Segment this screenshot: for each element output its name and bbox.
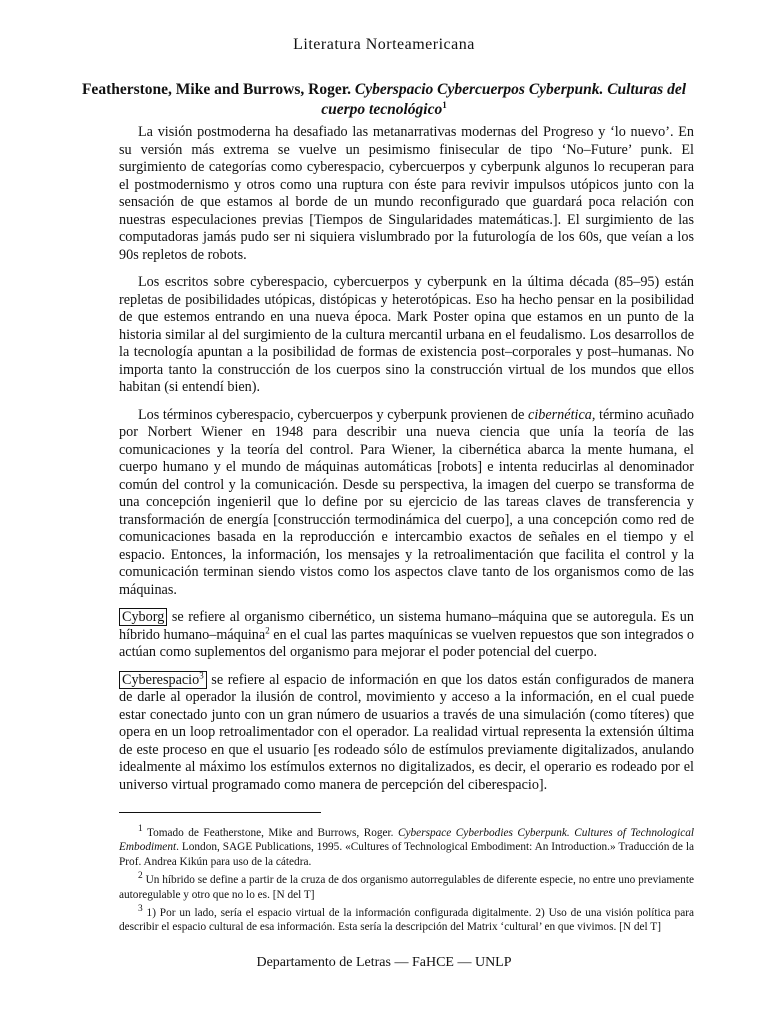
- footnote-ref-3[interactable]: 3: [199, 669, 204, 680]
- footnote-3-text: 1) Por un lado, sería el espacio virtual de la información configurada digitalmente. 2) Uso de una visión política para describir el espacio cultural de esa información. Esta sería la descripción del Matrix ‘cultural’ en que vivimos. [N del T]: [119, 906, 694, 934]
- paragraph-4-text-b: en el cual las partes maquínicas se vuelven repuestos que son integrados o actúan como suplementos del organismo para mejorar el poder potencial del cuerpo.: [119, 626, 695, 660]
- paragraph-1: La visión postmoderna ha desafiado las metanarrativas modernas del Progreso y ‘lo nuevo’. En su versión más extrema se vuelve un pesimismo finisecular de tipo ‘No–Future’ punk. El surgimiento de categorías como cyberespacio, cybercuerpos y cyberpunk algunos lo recuperan para el postmodernismo y otros como una ruptura con éste para revivir impulsos utópicos junto con la sensación de que estamos al borde de un mundo reconfigurado que guardará poca relación con nuestras especulaciones previas [Tiempos de Singularidades matemáticas.]. El surgimiento de las computadoras jamás pudo ser ni siquiera vislumbrado por la futurología de los 60s, que veían a los 90s repletos de robots.: [119, 124, 694, 263]
- footnote-3: [119, 902, 694, 935]
- paragraph-5-text: se refiere al espacio de información en que los datos están configurados de manera de darle al operador la ilusión de control, movimiento y acceso a la información, en el cual puede estar conectado junto con un gran número de usuarios a través de una simulación (como títeres) que opera en un loop retroalimentador con el operador. La realidad virtual representa la extensión última de este proceso en que el usuario [es rodeado sólo de estímulos previamente digitalizados, anulando idealmente al máximo los estímulos externos no digitalizados, es decir, el operario es rodeado por el universo virtual programado como manera de percepción del ciberespacio].: [119, 671, 694, 793]
- paragraph-3: [119, 407, 694, 600]
- footnote-3-number: 3: [138, 904, 143, 915]
- term-cyborg-box: Cyborg: [119, 608, 167, 626]
- footnote-ref-2[interactable]: 2: [265, 624, 270, 635]
- footnote-2-number: 2: [138, 871, 143, 882]
- footnote-1-text-b: . London, SAGE Publications, 1995. «Cultures of Technological Embodiment: An Introduction.» Traducción de la Prof. Andrea Kikún para uso de la cátedra.: [119, 841, 694, 868]
- footnote-2-text: Un híbrido se define a partir de la cruza de dos organismo autorregulables de diferente especie, no entre uno previamente autoregulable y otro que no lo es. [N del T]: [119, 874, 694, 901]
- footnote-separator: [119, 812, 321, 813]
- term-cyberespacio-box: [119, 671, 207, 689]
- footnotes: [119, 822, 694, 935]
- title-authors: Featherstone, Mike and Burrows, Roger.: [81, 81, 352, 98]
- article-title: [70, 80, 698, 120]
- term-cibernetica: cibernética: [528, 406, 592, 423]
- paragraph-3-text-b: , término acuñado por Norbert Wiener en 1948 para describir una nueva ciencia que unía la teoría de las comunicaciones y la teoría del control. Para Wiener, la cibernética abarca la mente humana, el cuerpo humano y el mundo de máquinas automáticas [robots] e intenta reducirlas al denominador común del control y la comunicación. Desde su perspectiva, la imagen del cuerpo se transforma de una concepción ingenieril que lo define por su ejercicio de las tareas claves de transferencia y transformación de energía [construcción termodinámica del cuerpo], a una concepción como red de comunicaciones basada en la reproducción e intercambio exactos de señales en el tiempo y el espacio. Entonces, la información, los mensajes y la retroalimentación que facilita el control y la comunicación terminan siendo vistos como los aspectos clave tanto de los organismos como de las máquinas.: [119, 406, 694, 598]
- paragraph-2: Los escritos sobre cyberespacio, cybercuerpos y cyberpunk en la última década (85–95) están repletas de posibilidades utópicas, distópicas y heterotópicas. Eso ha hecho pensar en la posibilidad de que estemos entrando en una nueva época. Mark Poster opina que estamos en un punto de la historia similar al del surgimiento de la cultura mercantil urbana en el feudalismo. Los desarrollos de la tecnología apuntan a la posibilidad de formas de existencia post–corporales y post–humanas. No importa tanto la construcción de los cuerpos sino la construcción virtual de los mundos que ellos habitan (si entendí bien).: [119, 274, 694, 395]
- footnote-2: [119, 869, 694, 902]
- term-cyberespacio: Cyberespacio: [122, 671, 200, 688]
- title-footnote-ref[interactable]: 1: [442, 99, 447, 110]
- title-book: Cyberspacio Cybercuerpos Cyberpunk. Culturas del cuerpo tecnológico: [321, 81, 687, 118]
- page-footer: Departamento de Letras — FaHCE — UNLP: [256, 955, 512, 970]
- paragraph-4-text-a: se refiere al organismo cibernético, un sistema humano–máquina que se autoregula. Es un híbrido humano–máquina: [119, 609, 694, 643]
- footnote-1-number: 1: [138, 824, 143, 834]
- footnote-1-text-a: Tomado de Featherstone, Mike and Burrows, Roger.: [142, 826, 398, 839]
- paragraph-3-text-a: Los términos cyberespacio, cybercuerpos y cyberpunk provienen de: [138, 406, 529, 423]
- footnote-1: [119, 822, 694, 869]
- running-header: Literatura Norteamericana: [293, 36, 475, 53]
- paragraph-4: [119, 609, 694, 662]
- paragraph-5: [119, 669, 694, 795]
- body-text: [119, 124, 694, 804]
- footnote-1-book: Cyberspace Cyberbodies Cyberpunk. Cultures of Technological Embodiment: [119, 826, 695, 854]
